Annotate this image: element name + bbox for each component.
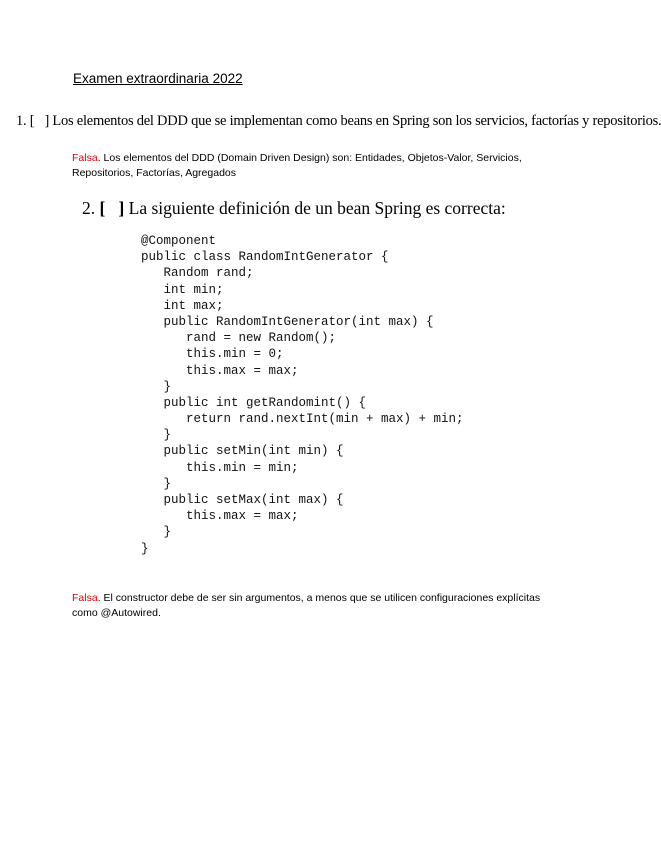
question-2-answer-bracket: [ ] xyxy=(99,198,125,218)
question-2 xyxy=(82,198,506,219)
code-line: this.min = 0; xyxy=(141,347,284,362)
code-line: @Component xyxy=(141,234,217,248)
code-line: this.max = max; xyxy=(141,509,299,524)
code-line: public int getRandomint() { xyxy=(141,395,367,410)
exam-title: Examen extraordinaria 2022 xyxy=(73,71,243,86)
answer-2-text: . El constructor debe de ser sin argumentos, a menos que se utilicen configuraciones explícitas como @Autowired. xyxy=(72,592,541,619)
question-2-text: La siguiente definición de un bean Spring es correcta: xyxy=(128,198,506,218)
code-line: int min; xyxy=(141,282,224,297)
code-line: } xyxy=(141,379,172,394)
code-line: this.min = min; xyxy=(141,460,299,475)
question-1-number: 1. xyxy=(16,113,27,129)
code-line: public RandomIntGenerator(int max) { xyxy=(141,314,434,329)
answer-1 xyxy=(72,151,532,181)
answer-1-verdict: Falsa xyxy=(72,152,98,164)
code-line: } xyxy=(141,476,172,491)
answer-2-verdict: Falsa xyxy=(72,592,98,604)
code-block xyxy=(141,233,464,557)
code-line: public setMax(int max) { xyxy=(141,493,344,507)
code-line: } xyxy=(141,541,149,556)
question-1 xyxy=(16,113,661,130)
code-line: } xyxy=(141,428,172,443)
answer-1-text: . Los elementos del DDD (Domain Driven Design) son: Entidades, Objetos-Valor, Servicios, Repositorios, Factorías, Agregados xyxy=(72,152,522,179)
code-line: Random rand; xyxy=(141,266,254,281)
code-line: public setMin(int min) { xyxy=(141,444,344,459)
answer-2 xyxy=(72,591,542,621)
question-1-answer-bracket: [ ] xyxy=(29,113,50,129)
code-line: public class RandomIntGenerator { xyxy=(141,250,389,265)
code-line: } xyxy=(141,525,172,540)
question-1-text: Los elementos del DDD que se implementan como beans en Spring son los servicios, factorías y repositorios. xyxy=(52,113,661,129)
code-line: return rand.nextInt(min + max) + min; xyxy=(141,412,464,427)
code-line: rand = new Random(); xyxy=(141,331,337,346)
code-line: this.max = max; xyxy=(141,363,299,378)
code-line: int max; xyxy=(141,298,224,313)
question-2-number: 2. xyxy=(82,198,96,218)
